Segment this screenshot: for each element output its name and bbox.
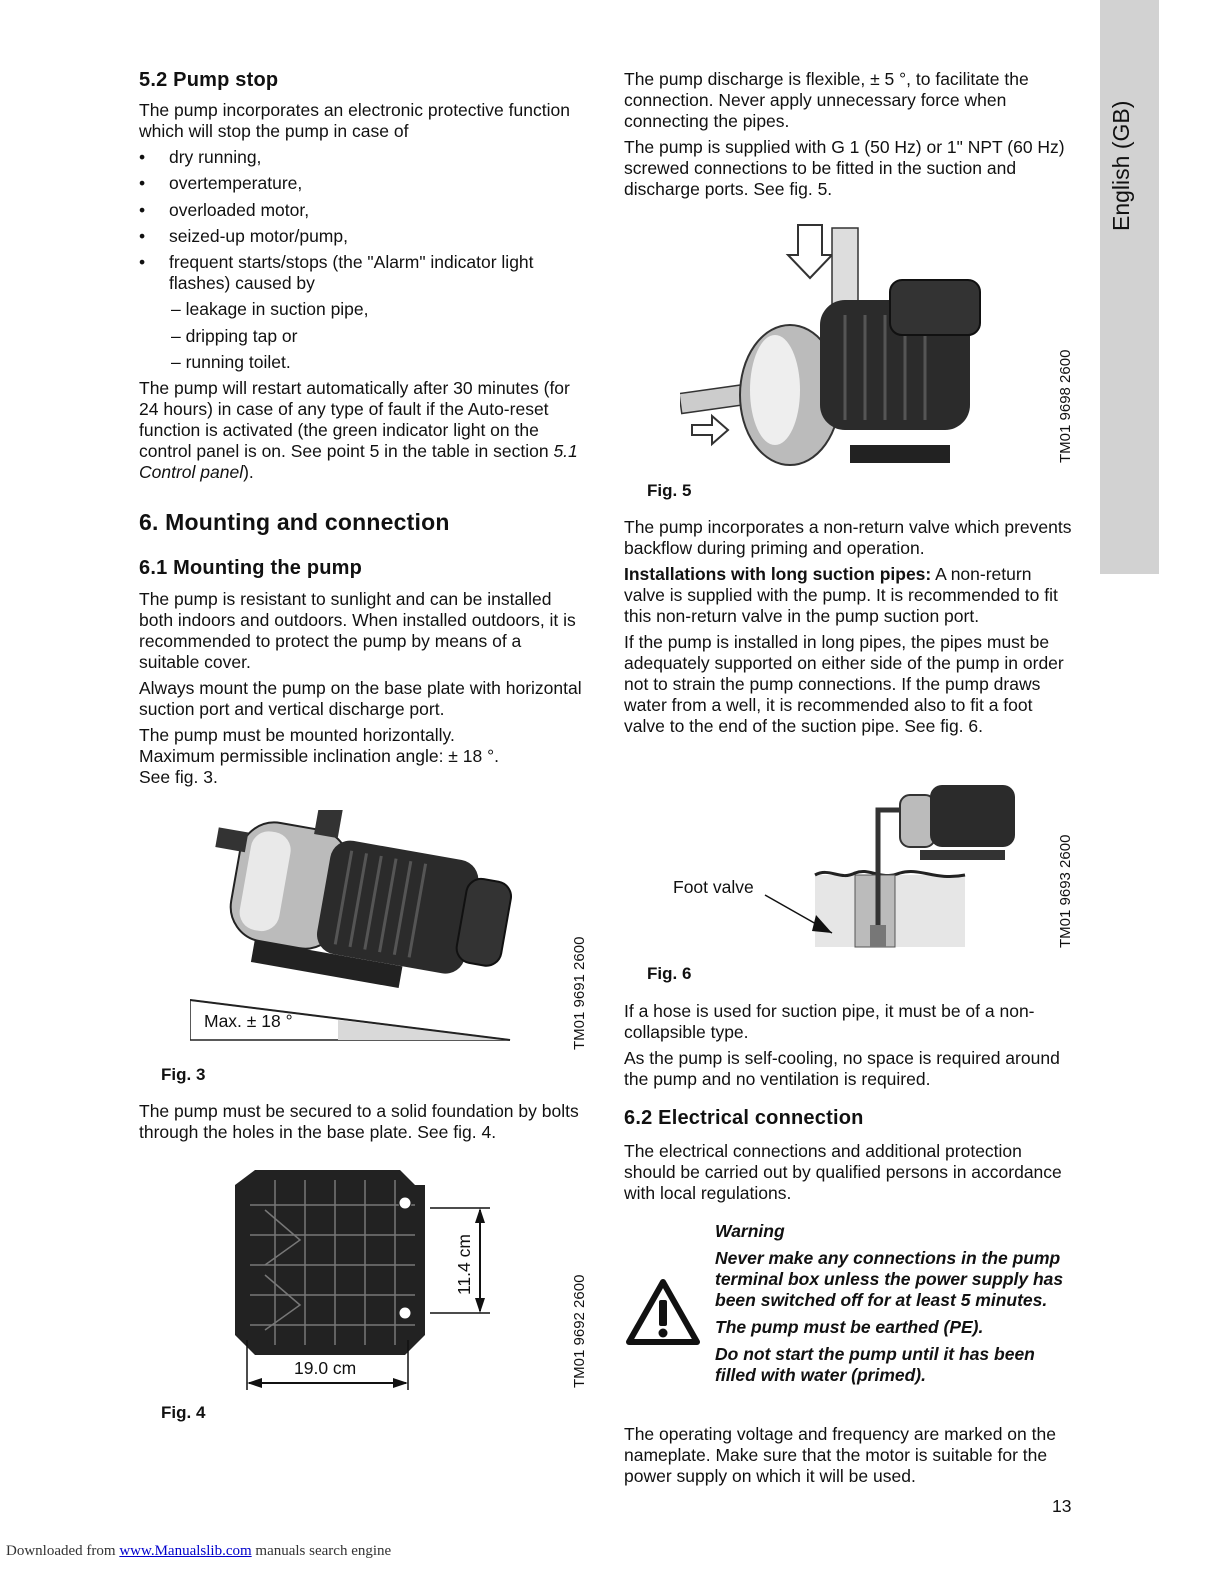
list-item: – leakage in suction pipe, (171, 299, 584, 320)
fig5-drawing-code: TM01 9698 2600 (1057, 349, 1074, 463)
right-column-lower (624, 1001, 1072, 1090)
warning-title: Warning (715, 1221, 785, 1241)
paragraph: The pump incorporates a non-return valve which prevents backflow during priming and operation. (624, 517, 1072, 558)
paragraph: If the pump is installed in long pipes, the pipes must be adequately supported on either side of the pump in order not to strain the pump connections. If the pump draws water from a well, it is recommended also to fit a foot valve to the end of the suction pipe. See fig. 6. (624, 632, 1064, 736)
section-5-2-title: 5.2 Pump stop (139, 69, 279, 91)
fig3-pump-incline-illustration (190, 810, 520, 1045)
warning-text: The pump must be earthed (PE). (715, 1317, 984, 1337)
list-item: – dripping tap or (171, 326, 584, 347)
right-column-top (624, 69, 1072, 200)
warning-box (715, 1221, 1075, 1386)
section-6-1-title: 6.1 Mounting the pump (139, 557, 363, 579)
bold-lead: Installations with long suction pipes: (624, 564, 932, 584)
warning-text: Do not start the pump until it has been filled with water (primed). (715, 1344, 1035, 1385)
list-item: • dry running, (139, 147, 584, 168)
language-tab-label: English (GB) (1108, 100, 1134, 231)
list-item: • overtemperature, (139, 173, 584, 194)
fig3-drawing-code: TM01 9691 2600 (571, 936, 588, 1050)
download-footer: Downloaded from www.Manualslib.com manuals search engine (6, 1543, 392, 1559)
warning-text: Never make any connections in the pump terminal box unless the power supply has been switched off for at least 5 minutes. (715, 1248, 1064, 1310)
restart-paragraph: The pump will restart automatically after 30 minutes (for 24 hours) in case of any type of fault if the Auto-reset function is activated (the green indicator light on the control panel is on. See point 5 in the table in section 5.1 Control panel). (139, 378, 578, 483)
fig5-label: Fig. 5 (647, 481, 692, 500)
fig5-pump-connections-illustration (680, 220, 1000, 470)
fig3-label: Fig. 3 (161, 1065, 206, 1084)
list-item: – running toilet. (171, 352, 584, 373)
section-6-title: 6. Mounting and connection (139, 509, 450, 535)
cause-sublist (139, 299, 584, 373)
fig3-angle-label: Max. ± 18 ° (204, 1011, 293, 1031)
paragraph: The pump must be secured to a solid foundation by bolts through the holes in the base plate. See fig. 4. (139, 1101, 579, 1142)
fig4-width-dimension: 19.0 cm (294, 1358, 357, 1378)
section-6-2-title: 6.2 Electrical connection (624, 1107, 864, 1129)
fig4-drawing-code: TM01 9692 2600 (571, 1274, 588, 1388)
paragraph: If a hose is used for suction pipe, it must be of a non-collapsible type. (624, 1001, 1035, 1042)
paragraph: The pump discharge is flexible, ± 5 °, to facilitate the connection. Never apply unnecessary force when connecting the pipes. (624, 69, 1029, 131)
paragraph: The pump is resistant to sunlight and can be installed both indoors and outdoors. When installed outdoors, it is recommended to protect the pump by means of a suitable cover. (139, 589, 576, 672)
fault-list (139, 147, 584, 294)
language-tab (1100, 0, 1159, 574)
paragraph: Always mount the pump on the base plate with horizontal suction port and vertical discharge port. (139, 678, 582, 719)
list-item: • frequent starts/stops (the "Alarm" indicator light flashes) caused by (139, 252, 584, 294)
fig4-label: Fig. 4 (161, 1403, 206, 1422)
fig6-label: Fig. 6 (647, 964, 692, 983)
paragraph: As the pump is self-cooling, no space is required around the pump and no ventilation is required. (624, 1048, 1060, 1089)
paragraph: The operating voltage and frequency are marked on the nameplate. Make sure that the motor is suitable for the power supply on which it will be used. (624, 1424, 1056, 1486)
paragraph: The pump is supplied with G 1 (50 Hz) or 1" NPT (60 Hz) screwed connections to be fitted in the suction and discharge ports. See fig. 5. (624, 137, 1065, 199)
paragraph: Installations with long suction pipes: A non-return valve is supplied with the pump. It is recommended to fit this non-return valve in the pump suction port. (624, 564, 1058, 626)
page-number: 13 (1052, 1496, 1072, 1516)
section-reference: 5.1 Control panel (139, 441, 578, 483)
left-column (139, 69, 584, 483)
list-item: • seized-up motor/pump, (139, 226, 584, 247)
paragraph: Maximum permissible inclination angle: ± 18 °. (139, 746, 499, 766)
mounting-text (139, 589, 584, 788)
paragraph: The electrical connections and additional protection should be carried out by qualified persons in accordance with local regulations. (624, 1141, 1062, 1203)
paragraph: See fig. 3. (139, 767, 218, 787)
paragraph: The pump must be mounted horizontally. (139, 725, 455, 745)
section-5-2-intro: The pump incorporates an electronic protective function which will stop the pump in case of (139, 100, 570, 141)
warning-triangle-icon (625, 1278, 701, 1346)
list-item: • overloaded motor, (139, 200, 584, 221)
fig6-foot-valve-callout: Foot valve (673, 877, 754, 897)
fig6-drawing-code: TM01 9693 2600 (1057, 834, 1074, 948)
manualslib-link[interactable]: www.Manualslib.com (119, 1543, 252, 1559)
fig6-well-installation-illustration (760, 775, 1030, 950)
right-column-mid (624, 517, 1072, 737)
fig4-height-dimension: 11.4 cm (454, 1234, 474, 1295)
